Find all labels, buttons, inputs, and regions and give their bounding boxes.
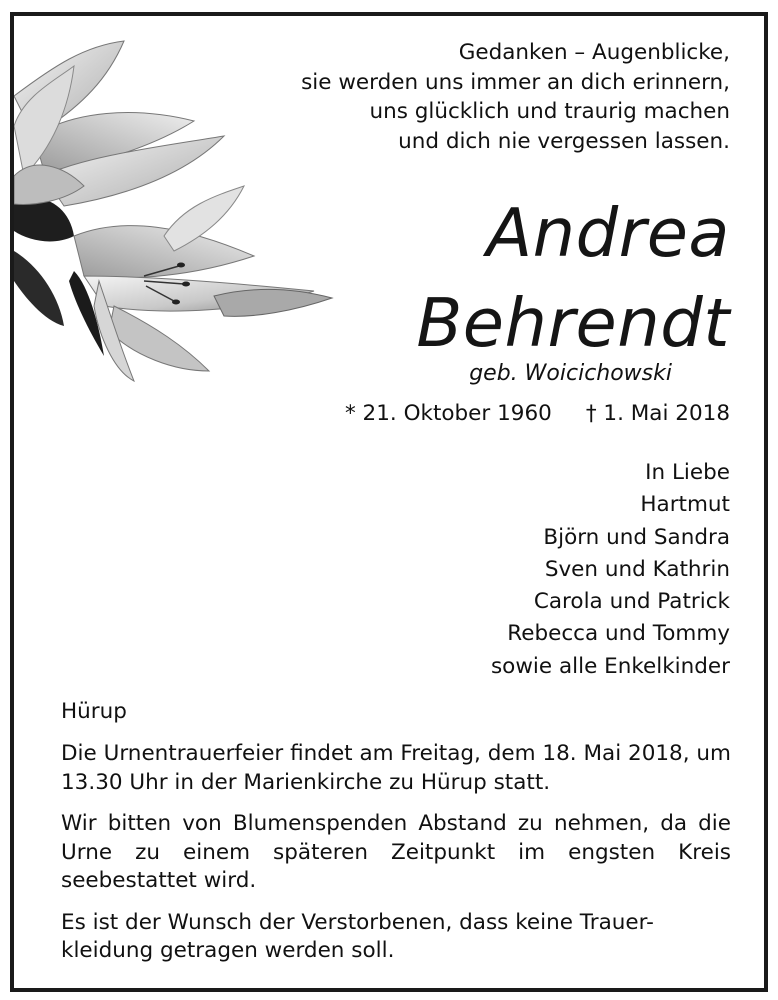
ceremony-paragraph: Die Urnentrauerfeier findet am Freitag, dem 18. Mai 2018, um 13.30 Uhr in der Marienkirche zu Hürup statt. <box>61 741 731 795</box>
birth-date: * 21. Oktober 1960 <box>344 401 552 426</box>
poem <box>210 38 730 156</box>
birth-name: geb. Woicichowski <box>469 361 672 386</box>
place-name: Hürup <box>61 699 127 724</box>
poem-line: uns glücklich und traurig machen <box>369 99 730 124</box>
family-signature <box>491 457 730 683</box>
death-date: † 1. Mai 2018 <box>585 401 730 426</box>
family-line: Hartmut <box>640 492 730 518</box>
family-line: Carola und Patrick <box>533 589 730 615</box>
poem-line: und dich nie vergessen lassen. <box>398 128 730 154</box>
family-line: sowie alle Enkelkinder <box>490 653 730 679</box>
family-line: Sven und Kathrin <box>544 556 730 582</box>
last-name: Behrendt <box>416 284 730 362</box>
dresscode-paragraph: Es ist der Wunsch der Verstorbenen, dass keine Trauer-kleidung getragen werden soll. <box>61 909 654 963</box>
poem-line: sie werden uns immer an dich erinnern, <box>301 69 730 95</box>
family-line: Rebecca und Tommy <box>507 621 730 647</box>
poem-line: Gedanken – Augenblicke, <box>458 40 730 65</box>
family-line: Björn und Sandra <box>543 524 730 550</box>
family-line: In Liebe <box>645 460 730 485</box>
donation-paragraph: Wir bitten von Blumenspenden Abstand zu nehmen, da die Urne zu einem späteren Zeitpunkt im engsten Kreis seebestattet wird. <box>61 811 731 893</box>
obituary-frame <box>10 12 768 992</box>
life-dates <box>345 401 730 426</box>
deceased-name <box>416 188 730 368</box>
first-name: Andrea <box>486 194 730 272</box>
funeral-details <box>61 740 731 979</box>
